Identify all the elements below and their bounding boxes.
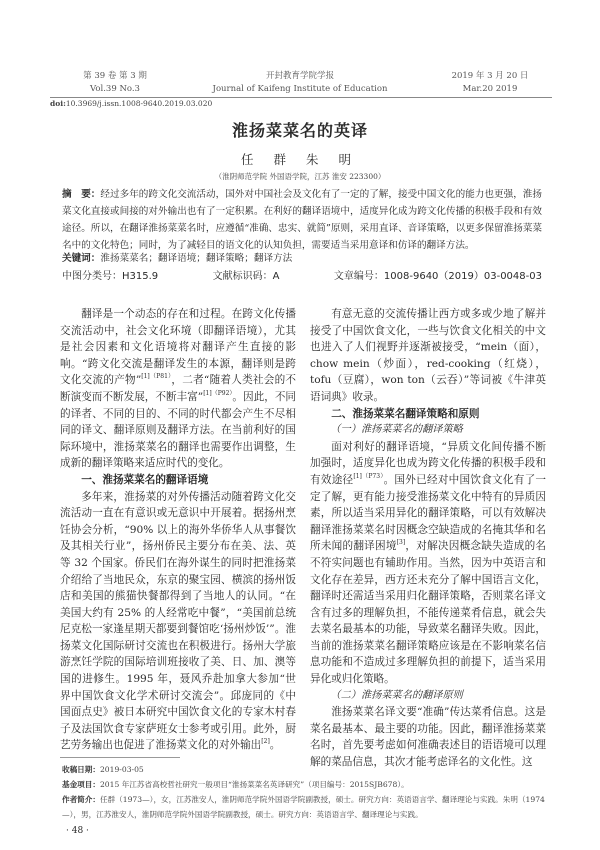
section-heading	[310, 688, 546, 705]
text-run: 二、淮扬菜菜名翻译策略和原则	[331, 407, 480, 420]
keywords-text: 淮扬菜菜名；翻译语境；翻译策略；翻译方法	[100, 253, 293, 264]
footnote-rule	[60, 757, 180, 758]
fund-text: 2015 年江苏省高校哲社研究一般项目“淮扬菜菜名英译研究”（项目编号：2015SJB678）。	[99, 780, 409, 789]
section-heading	[310, 422, 546, 439]
text-run: 。国外已经对中国饮食文化有了一定了解，更有能力接受淮扬菜文化中特有的异质因素，所以适当采用异化的翻译策略，可以有效解决翻译淮扬菜菜名时因概念空缺造成的名掩其华和名所未闻的翻译困境	[310, 473, 547, 553]
citation: [3]	[396, 539, 406, 547]
article-value: 1008-9640（2019）03-0048-03	[383, 271, 542, 282]
footnote-fund	[62, 777, 550, 792]
text-run: 。	[269, 739, 281, 752]
article-number	[334, 267, 542, 282]
paragraph	[310, 306, 546, 406]
text-run: 淮扬菜菜名译文要“准确”传达菜肴信息。这是菜名最基本、最主要的功能。因此，翻译淮扬菜菜名时，首先要考虑如何准确表述目的语语境可以理解的菜品信息，其次才能考虑译名的文化性。这	[310, 706, 546, 769]
text-run: （二）淮扬菜菜名的翻译原则	[330, 689, 463, 701]
date-cn: 2019 年 3 月 20 日	[451, 71, 529, 81]
clc-number	[62, 267, 158, 282]
journal-en: Journal of Kaifeng Institute of Education	[212, 84, 388, 94]
keywords-label: 关键词：	[62, 253, 101, 264]
citation: [2]	[261, 738, 270, 746]
received-date: 2019-03-05	[99, 765, 144, 774]
citation: [1]（P81）	[141, 373, 172, 381]
clc-label: 中图分类号：	[62, 271, 122, 282]
article-title: 淮扬菜菜名的英译	[231, 121, 368, 140]
text-run: 。因此，不同的译者、不同的目的、不同的时代都会产生不尽相同的译文、翻译原则及翻译方法。在当前利好的国际环境中，淮扬菜菜名的翻译也需要作出调整，生成新的翻译策略来适应时代的变化。	[60, 390, 297, 470]
fund-label: 基金项目：	[62, 780, 100, 789]
abstract-text: 经过多年的跨文化交流活动，国外对中国社会及文化有了一定的了解，接受中国文化的能力也更强，淮扬菜文化直接或间接的对外输出也有了一定积累。在利好的翻译语境中，适度异化成为跨文化传播的积极手段和有效途径。所以，在翻译淮扬菜菜名时，应遵循“准确、忠实、就简”原则，采用直译、音译策略，以更多保留淮扬菜菜名中的文化特色；同时，为了减轻目的语文化的认知负担，需要适当采用意译和仿译的翻译方法。	[62, 189, 543, 251]
paragraph	[60, 489, 296, 755]
abstract-label: 摘 要：	[62, 189, 101, 200]
header-volume	[60, 70, 170, 96]
clc-value: H315.9	[122, 271, 159, 282]
section-heading	[60, 472, 296, 489]
footnote-received	[62, 762, 550, 777]
date-en: Mar.20 2019	[462, 84, 518, 94]
doi-label: doi:	[50, 99, 66, 108]
paragraph	[310, 439, 546, 688]
journal-cn: 开封教育学院学报	[265, 71, 334, 81]
text-run: 有意无意的交流传播让西方或多或少地了解并接受了中国饮食文化，一些与饮食文化相关的中文也进入了人们视野并逐渐被接受，“mein（面），chow mein（炒面），red-cooking（红烧），tofu（豆腐），won ton（云吞）”等词被《牛津英语词典》收录。	[310, 308, 546, 403]
author-label: 作者简介：	[62, 795, 100, 804]
doi	[50, 99, 212, 108]
volume-en: Vol.39 No.3	[90, 84, 140, 94]
classification	[62, 267, 542, 282]
text-run: 面对利好的翻译语境，“异质文化间传播不断加强时，适度异化也成为跨文化传播的积极手段和有效途径	[310, 440, 546, 486]
authors: 任 群 朱 明	[241, 152, 359, 167]
text-run: ，对解决因概念缺失造成的名不符实问题也有辅助作用。当然，因为中英语言和文化存在差异，西方还未充分了解中国语言文化，翻译时还需适当采用归化翻译策略，否则菜名译文含有过多的理解负担，不能传递菜肴信息，就会失去菜名最基本的功能，导致菜名翻译失败。因此，当前的淮扬菜菜名翻译策略应该是在不影响菜名信息功能和不造成过多理解负担的前提下，适当采用异化或归化策略。	[310, 540, 547, 686]
received-label: 收稿日期：	[62, 765, 100, 774]
abstract	[62, 186, 542, 254]
text-run: ，二者“随着人类社会的不断演变而不断发展，不断丰富”	[60, 374, 297, 403]
citation: [1]（P73）	[353, 472, 384, 480]
header-rule	[50, 97, 552, 98]
text-run: 多年来，淮扬菜的对外传播活动随着跨文化交流活动一直在有意识或无意识中开展着。据扬州烹饪协会分析，“90% 以上的海外华侨华人从事餐饮及其相关行业”，扬州侨民主要分布在美、法、英等 32 个国家。侨民们在海外谋生的同时把淮扬菜介绍给了当地民众，东京的聚宝园、横滨的扬州饭店和美国的熊猫快餐都得到了当地人的认同。“在美国大约有 25% 的人经常吃中餐”，“美国前总统尼克松一家逢星期天都要到餐馆吃‘扬州炒饭’”。淮扬菜文化国际研讨交流也在积极进行。扬州大学旅游烹饪学院的国际培训班接收了美、日、加、澳等国的进修生。1995 年，聂风乔赴加拿大参加“世界中国饮食文化学术研讨交流会”。邱庞同的《中国面点史》被日本研究中国饮食文化的专家木村春子及法国饮食专家萨班女士参考或引用。此外，厨艺劳务输出也促进了淮扬菜文化的对外输出	[60, 490, 296, 752]
volume-cn: 第 39 卷 第 3 期	[83, 71, 147, 81]
text-run: （一）淮扬菜菜名的翻译策略	[330, 424, 463, 436]
text-run: 翻译是一个动态的存在和过程。在跨文化传播交流活动中，社会文化环境（即翻译语境），尤其是社会因素和文化语境将对翻译产生直接的影响。“跨文化交流是翻译发生的本源，翻译则是跨文化交流的产物”	[60, 308, 296, 387]
article-label: 文章编号：	[333, 271, 384, 282]
section-heading	[310, 406, 546, 423]
doi-value: 10.3969/j.issn.1008-9640.2019.03.020	[65, 99, 213, 108]
header-journal	[200, 70, 400, 96]
doc-value: A	[272, 271, 280, 282]
keywords	[62, 250, 292, 264]
document-code	[213, 267, 280, 282]
text-run: 一、淮扬菜菜名的翻译语境	[81, 473, 209, 486]
affiliation: （淮阴师范学院 外国语学院，江苏 淮安 223300）	[214, 172, 386, 181]
author-text: 任群（1973—），女，江苏淮安人，淮阴师范学院外国语学院副教授，硕士。研究方向：英语语言学、翻译理论与实践。朱明（1974—），男，江苏淮安人，淮阴师范学院外国语学院副教授，硕士。研究方向：英语语言学、翻译理论与实践。	[62, 795, 545, 819]
page-number: · 48 ·	[66, 826, 89, 836]
doc-label: 文献标识码：	[212, 271, 273, 282]
body-left-column	[60, 306, 296, 754]
paragraph	[60, 306, 296, 472]
citation: [1]（P92）	[203, 389, 233, 397]
paragraph	[310, 704, 546, 770]
header-date	[430, 70, 550, 96]
footnote-author	[62, 792, 550, 822]
body-right-column	[310, 306, 546, 771]
